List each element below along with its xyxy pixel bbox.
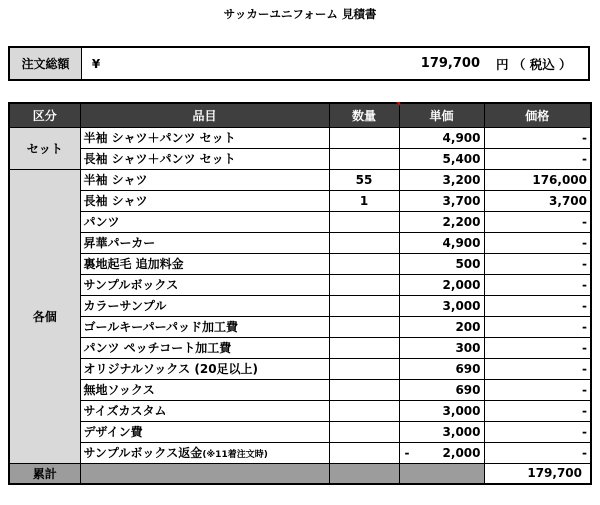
comment-marker [396, 102, 400, 106]
item-cell [80, 442, 329, 463]
table-row [9, 127, 591, 148]
unit-price-value: 2,200 [442, 214, 481, 229]
table-row [9, 379, 591, 400]
currency-symbol: ¥ [91, 56, 101, 71]
unit-price-value: 3,000 [442, 424, 481, 439]
order-total-unit: 円 （ 税込 ） [496, 56, 572, 72]
price-cell: - [484, 442, 591, 463]
total-row-spacer [80, 463, 329, 484]
unit-price-value: 4,900 [442, 130, 481, 145]
unit-price-value: 3,000 [442, 298, 481, 313]
table-row [9, 442, 591, 463]
unit-price-cell [399, 148, 484, 169]
item-cell [80, 358, 329, 379]
item-name: オリジナルソックス (20足以上) [83, 362, 259, 376]
item-cell [80, 274, 329, 295]
item-cell [80, 253, 329, 274]
item-cell [80, 421, 329, 442]
unit-price-value: 2,000 [442, 445, 481, 460]
quantity-cell [329, 274, 399, 295]
price-cell: - [484, 400, 591, 421]
item-name: サンプルボックス [83, 278, 179, 292]
item-name: 半袖 シャツ＋パンツ セット [83, 131, 236, 145]
quantity-cell [329, 211, 399, 232]
item-name: ゴールキーパーパッド加工費 [83, 320, 239, 334]
item-cell [80, 190, 329, 211]
item-name: デザイン費 [83, 425, 143, 439]
unit-price-cell [399, 379, 484, 400]
unit-price-cell [399, 232, 484, 253]
unit-price-value: 300 [455, 340, 481, 355]
unit-price-cell [399, 421, 484, 442]
quantity-cell [329, 421, 399, 442]
item-name: カラーサンプル [83, 299, 167, 313]
unit-price-value: 3,200 [442, 172, 481, 187]
unit-price-value: 690 [455, 382, 481, 397]
item-cell [80, 379, 329, 400]
table-row [9, 295, 591, 316]
price-cell: 176,000 [484, 169, 591, 190]
item-cell [80, 148, 329, 169]
price-cell: - [484, 274, 591, 295]
item-name: パンツ ペッチコート加工費 [83, 341, 232, 355]
item-cell [80, 211, 329, 232]
quantity-cell [329, 148, 399, 169]
header-price: 価格 [484, 103, 591, 127]
table-row [9, 337, 591, 358]
unit-price-cell [399, 337, 484, 358]
item-cell [80, 316, 329, 337]
price-cell: 3,700 [484, 190, 591, 211]
item-cell [80, 169, 329, 190]
item-cell [80, 337, 329, 358]
header-unit-price: 単価 [399, 103, 484, 127]
quantity-cell [329, 295, 399, 316]
total-row-value: 179,700 [484, 463, 591, 484]
unit-price-value: 3,000 [442, 403, 481, 418]
price-cell: - [484, 127, 591, 148]
price-cell: - [484, 337, 591, 358]
quantity-cell: 1 [329, 190, 399, 211]
unit-price-cell [399, 400, 484, 421]
quantity-cell [329, 337, 399, 358]
item-name: 長袖 シャツ＋パンツ セット [83, 152, 236, 166]
quantity-cell [329, 379, 399, 400]
item-name: サンプルボックス返金 [83, 446, 203, 460]
header-item: 品目 [80, 103, 329, 127]
table-row [9, 232, 591, 253]
item-cell [80, 232, 329, 253]
price-cell: - [484, 253, 591, 274]
unit-price-value: 5,400 [442, 151, 481, 166]
table-row [9, 190, 591, 211]
quantity-cell [329, 442, 399, 463]
total-row-spacer [329, 463, 399, 484]
price-cell: - [484, 421, 591, 442]
table-row [9, 211, 591, 232]
header-row [9, 103, 591, 127]
quote-body [9, 127, 591, 463]
item-name: 裏地起毛 追加料金 [83, 257, 184, 271]
order-total-amount: 179,700 [420, 56, 480, 71]
unit-price-cell [399, 211, 484, 232]
price-cell: - [484, 295, 591, 316]
unit-price-cell [399, 169, 484, 190]
item-name: 昇華パーカー [83, 236, 156, 250]
price-cell: - [484, 379, 591, 400]
quantity-cell: 55 [329, 169, 399, 190]
quantity-cell [329, 232, 399, 253]
table-row [9, 316, 591, 337]
quantity-cell [329, 316, 399, 337]
price-cell: - [484, 316, 591, 337]
quantity-cell [329, 253, 399, 274]
order-total-box [8, 46, 590, 81]
item-name: パンツ [83, 215, 120, 229]
item-cell [80, 127, 329, 148]
order-total-label: 注文総額 [10, 48, 82, 79]
total-row-spacer [399, 463, 484, 484]
price-cell: - [484, 211, 591, 232]
unit-price-cell [399, 253, 484, 274]
item-note: (※11着注文時) [202, 450, 268, 460]
item-name: 半袖 シャツ [83, 173, 148, 187]
total-row [9, 463, 591, 484]
quantity-cell [329, 127, 399, 148]
unit-price-cell [399, 127, 484, 148]
unit-price-cell [399, 442, 484, 463]
header-category: 区分 [9, 103, 80, 127]
table-row [9, 400, 591, 421]
unit-price-cell [399, 316, 484, 337]
item-name: 長袖 シャツ [83, 194, 148, 208]
price-cell: - [484, 232, 591, 253]
unit-price-cell [399, 295, 484, 316]
price-cell: - [484, 358, 591, 379]
item-name: 無地ソックス [83, 383, 155, 397]
table-row [9, 274, 591, 295]
unit-price-cell [399, 358, 484, 379]
item-cell [80, 400, 329, 421]
item-name: サイズカスタム [83, 404, 167, 418]
table-row [9, 169, 591, 190]
total-row-label: 累計 [9, 463, 80, 484]
unit-price-sign: - [404, 445, 410, 460]
header-quantity: 数量 [329, 103, 399, 127]
page-title: サッカーユニフォーム 見積書 [223, 7, 377, 21]
table-row [9, 253, 591, 274]
unit-price-value: 690 [455, 361, 481, 376]
unit-price-value: 200 [455, 319, 481, 334]
quantity-cell [329, 358, 399, 379]
unit-price-value: 2,000 [442, 277, 481, 292]
unit-price-cell [399, 274, 484, 295]
unit-price-cell [399, 190, 484, 211]
table-row [9, 421, 591, 442]
unit-price-value: 4,900 [442, 235, 481, 250]
item-cell [80, 295, 329, 316]
table-row [9, 358, 591, 379]
unit-price-value: 3,700 [442, 193, 481, 208]
quantity-cell [329, 400, 399, 421]
category-cell: 各個 [9, 169, 80, 463]
category-cell: セット [9, 127, 80, 169]
table-row [9, 148, 591, 169]
unit-price-value: 500 [455, 256, 481, 271]
price-cell: - [484, 148, 591, 169]
quote-table [8, 102, 592, 485]
